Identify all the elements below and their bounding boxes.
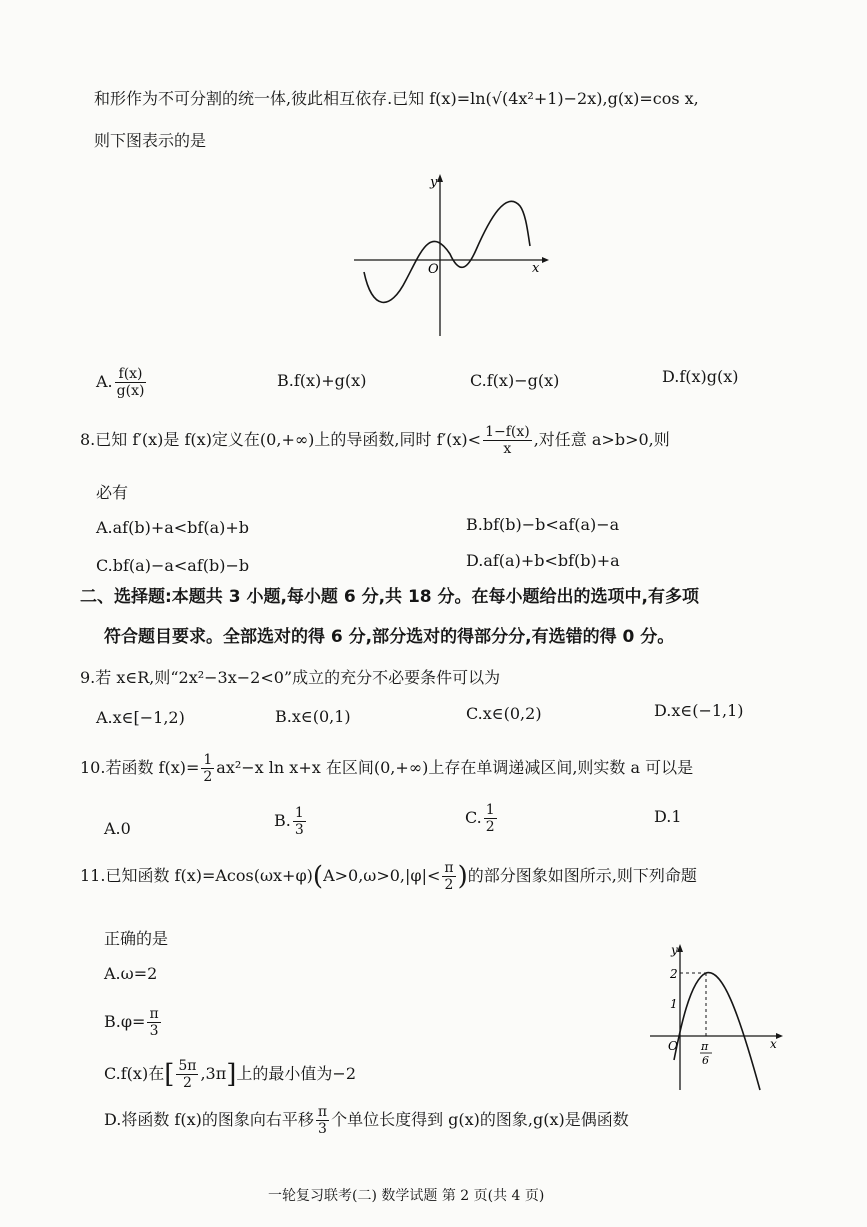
q8-option-b[interactable]: B.bf(b)−b<af(a)−a: [466, 515, 620, 534]
graph-1-x-label: x: [532, 261, 540, 276]
q10-option-c[interactable]: C. $\frac{1}{2}$: [465, 802, 495, 835]
q8-option-d[interactable]: D.af(a)+b<bf(b)+a: [466, 551, 620, 570]
bracket-open: [: [164, 1059, 175, 1090]
q8-option-c[interactable]: C.bf(a)−a<af(b)−b: [96, 556, 250, 575]
q11-stem: 11.已知函数 f(x)=Acos(ωx+φ)(A>0,ω>0,|φ|< $\frac{\pi}{2}$ )的部分图象如图所示,则下列命题: [80, 860, 697, 893]
q8-stem: 8.已知 f′(x)是 f(x)定义在(0,+∞)上的导函数,同时 f′(x)< $\frac{1-f(x)}{x}$ ,对任意 a>b>0,则: [80, 424, 670, 457]
q11-option-a[interactable]: A.ω=2: [104, 964, 158, 983]
q8-option-a[interactable]: A.af(b)+a<bf(a)+b: [96, 518, 250, 537]
q10-stem: 10.若函数 f(x)= $\frac{1}{2}$ ax²−x ln x+x 在区间(0,+∞)上存在单调递减区间,则实数 a 可以是: [80, 752, 694, 785]
q9-option-b[interactable]: B.x∈(0,1): [275, 707, 351, 726]
q7-option-a[interactable]: A. $\frac{f(x)}{g(x)}$: [96, 366, 145, 399]
q10-option-a[interactable]: A.0: [104, 819, 131, 838]
graph-2-x-label: x: [770, 1037, 777, 1051]
graph-2-ytick-2: 2: [670, 967, 678, 981]
graph-2-origin: O: [668, 1039, 678, 1053]
intro-line-2: 则下图表示的是: [94, 131, 207, 150]
intro-line-1: 和形作为不可分割的统一体,彼此相互依存.已知 f(x)=ln(√(4x²+1)−2x),g(x)=cos x,: [94, 89, 699, 108]
section-2-heading: 二、选择题:本题共 3 小题,每小题 6 分,共 18 分。在每小题给出的选项中,有多项: [80, 587, 699, 607]
q11-stem-2: 正确的是: [104, 929, 169, 948]
graph-2-y-label: y: [671, 943, 678, 957]
graph-1-x-arrow: [542, 257, 549, 263]
graph-1-y-label: y: [430, 175, 438, 190]
graph-2-ytick-1: 1: [670, 997, 678, 1011]
graph-1: [350, 172, 550, 340]
section-2-heading-2: 符合题目要求。全部选对的得 6 分,部分选对的得部分分,有选错的得 0 分。: [104, 627, 675, 647]
q10-option-d[interactable]: D.1: [654, 807, 682, 826]
graph-1-y-arrow: [437, 174, 443, 182]
q8-stem-2: 必有: [96, 483, 129, 502]
q7-option-b[interactable]: B.f(x)+g(x): [277, 371, 367, 390]
graph-2-xtick-den: 6: [702, 1054, 709, 1067]
q11-option-d[interactable]: D.将函数 f(x)的图象向右平移 $\frac{\pi}{3}$ 个单位长度得到 g(x)的图象,g(x)是偶函数: [104, 1104, 629, 1137]
page-footer: 一轮复习联考(二) 数学试题 第 2 页(共 4 页): [268, 1188, 545, 1204]
q9-option-d[interactable]: D.x∈(−1,1): [654, 701, 744, 720]
graph-1-origin: O: [428, 262, 439, 277]
q9-option-a[interactable]: A.x∈[−1,2): [96, 708, 185, 727]
paren-open: (: [312, 861, 324, 892]
bracket-close: ]: [226, 1059, 237, 1090]
q11-option-c[interactable]: C.f(x)在[ $\frac{5\pi}{2}$ ,3π]上的最小值为−2: [104, 1058, 356, 1091]
graph-2-x-arrow: [776, 1033, 783, 1039]
q11-option-b[interactable]: B.φ= $\frac{\pi}{3}$: [104, 1006, 159, 1039]
paren-close: ): [457, 861, 468, 892]
q9-option-c[interactable]: C.x∈(0,2): [466, 704, 542, 723]
q9-stem: 9.若 x∈R,则“2x²−3x−2<0”成立的充分不必要条件可以为: [80, 668, 501, 687]
graph-1-curve: [364, 201, 530, 302]
graph-2-xtick-num: π: [701, 1040, 709, 1053]
q7-option-d[interactable]: D.f(x)g(x): [662, 367, 739, 386]
graph-2-curve: [674, 973, 760, 1090]
q10-option-b[interactable]: B. $\frac{1}{3}$: [274, 805, 304, 838]
graph-2: [646, 940, 786, 1092]
q7-option-c[interactable]: C.f(x)−g(x): [470, 371, 560, 390]
graph-2-y-arrow: [677, 944, 683, 952]
